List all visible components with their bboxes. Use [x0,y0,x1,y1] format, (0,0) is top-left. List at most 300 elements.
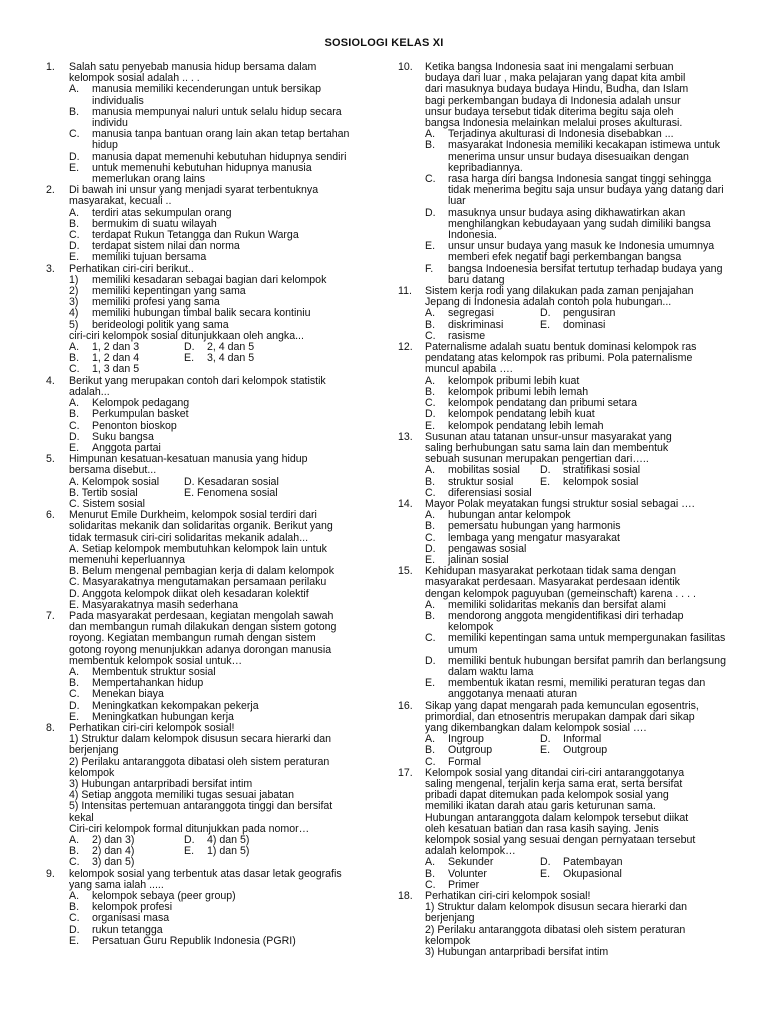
option-text: 1, 2 dan 4 [92,352,140,365]
option-text: Informal [563,733,602,746]
option-letter: D. [425,654,436,667]
option-letter: D. [184,834,195,847]
option-text: 1, 2 dan 3 [92,341,140,354]
option-text: terdapat Rukun Tetangga dan Rukun Warga [92,229,299,242]
option-letter: C. [425,173,436,186]
answer-option [69,107,372,129]
question-text: dan membangun rumah dilakukan dengan sistem gotong [69,621,337,634]
option-text: mendorong anggota mengidentifikasi diri terhadap kelompok [448,609,684,634]
answer-option: D. Kesadaran sosial [184,475,279,488]
question-text: Susunan atau tatanan unsur-unsur masyarakat yang [425,430,672,443]
option-text: kelompok sebaya (peer group) [92,890,236,903]
option-letter: A. [69,397,80,410]
option-letter: B. [425,475,436,488]
answer-option [425,308,540,319]
option-text: kelompok pendatang lebih lemah [448,419,604,432]
option-letter: D. [540,856,551,869]
answer-option [69,409,372,420]
question-text: Paternalisme adalah suatu bentuk dominasi kelompok ras [425,341,697,354]
option-text: manusia memiliki kecenderungan untuk bersikap individualis [92,83,322,107]
option-letter: A. [425,856,436,869]
option-text: pemersatu hubungan yang harmonis [448,520,621,533]
option-text: 1, 3 dan 5 [92,363,140,376]
answer-option [425,745,540,756]
option-letter: 4) [69,307,79,320]
option-letter: C. [425,632,436,645]
question-text: Mayor Polak meyatakan fungsi struktur sosial sebagai …. [425,497,695,510]
question-text: memiliki ikatan darah atau garis keturunan sama. [425,800,656,813]
question-number: 15. [398,565,413,578]
question-number: 3. [46,262,55,275]
option-text: membentuk ikatan resmi, memiliki peraturan tegas dan anggotanya menaati aturan [448,677,706,701]
question-text: sebuah susunan merupakan pengertian dari….. [425,453,649,466]
option-letter: E. [425,553,436,566]
answer-option [540,745,655,756]
option-text: Anggota partai [92,441,161,454]
question-item [42,611,372,723]
question-text: D. Anggota kelompok diikat oleh kesadaran kolektif [69,587,309,600]
question-text: Pada masyarakat perdesaan, kegiatan mengolah sawah [69,609,334,622]
question-text: tidak termasuk ciri-ciri solidaritas mekanik adalah... [69,531,309,544]
answer-option [184,846,299,857]
option-text: organisasi masa [92,912,170,925]
question-item [42,454,372,510]
question-item [42,185,372,263]
option-letter: C. [425,878,436,891]
question-item [42,376,372,454]
option-letter: 2) [69,285,79,298]
option-text: unsur unsur budaya yang masuk ke Indonesia umumnya memberi efek negatif bagi perkembangan bangsa [448,240,715,264]
option-letter: A. [425,733,436,746]
option-letter: B. [425,385,436,398]
option-letter: A. [425,307,436,320]
question-text: royong. Kegiatan membangun rumah dengan sistem [69,632,316,645]
question-item [398,342,730,432]
answer-option [69,857,184,868]
answer-option: A. Kelompok sosial [69,475,160,488]
option-text: Primer [448,878,480,891]
question-text: Berikut yang merupakan contoh dari kelompok statistik [69,374,326,387]
option-letter: C. [425,755,436,768]
option-letter: D. [69,430,80,443]
question-text: Kehidupan masyarakat perkotaan tidak sama dengan [425,565,676,578]
answer-option [69,364,184,375]
option-text: manusia tanpa bantuan orang lain akan tetap bertahan hidup [92,128,350,152]
option-text: Penonton bioskop [92,419,177,432]
option-letter: D. [425,408,436,421]
question-text: Sistem kerja rodi yang dilakukan pada zaman penjajahan [425,285,694,298]
option-text: Ingroup [448,733,484,746]
option-text: Kelompok pedagang [92,397,190,410]
option-text: pengawas sosial [448,542,527,555]
question-item [398,768,730,891]
question-text: 3) Hubungan antarpribadi bersifat intim [69,778,253,790]
option-letter: B. [69,677,80,690]
option-letter: F. [425,262,434,275]
question-text: Salah satu penyebab manusia hidup bersama dalam [69,61,317,73]
answer-option [540,477,655,488]
option-text: terdiri atas sekumpulan orang [92,206,232,219]
question-text: kelompok [425,934,471,947]
option-letter: C. [69,856,80,869]
option-text: bangsa Indoenesia bersifat tertutup terhadap budaya yang baru datang [448,262,723,286]
option-text: manusia mempunyai naluri untuk selalu hidup secara individu [92,105,342,130]
question-text: Ciri-ciri kelompok formal ditunjukkan pada nomor… [69,822,310,835]
option-letter: C. [425,397,436,410]
question-text: pendatang atas kelompok ras pribumi. Pola paternalisme [425,352,693,365]
option-text: Suku bangsa [92,430,154,443]
option-text: masuknya unsur budaya asing dikhawatirkan akan menghilangkan kebudayaan yang sudah dimiliki bangsa Indonesia. [448,206,711,242]
question-text: dengan kelompok paguyuban (gemeinschaft) karena . . . . [425,587,696,600]
question-text: membentuk kelompok sosial untuk… [69,654,243,667]
question-text: Perhatikan ciri-ciri berikut.. [69,262,194,275]
option-text: kelompok pendatang lebih kuat [448,408,595,421]
option-text: kelompok pribumi lebih lemah [448,385,589,398]
answer-option [69,936,372,947]
option-letter: C. [425,531,436,544]
option-letter: E. [69,710,80,723]
option-text: berideologi politik yang sama [92,318,229,331]
question-item [398,499,730,566]
question-item [42,510,372,611]
option-text: diskriminasi [448,318,504,331]
option-letter: D. [184,341,195,354]
question-text: bangsa Indonesia melainkan melalui proses akulturasi. [425,117,683,130]
question-text: Himpunan kesatuan-kesatuan manusia yang hidup [69,453,308,466]
option-letter: C. [69,688,80,701]
answer-option [425,409,730,420]
option-letter: B. [425,867,436,880]
option-letter: B. [69,217,80,230]
option-letter: B. [425,520,436,533]
question-text: yang dikembangkan dalam kelompok sosial …. [425,721,647,734]
option-letter: D. [69,699,80,712]
question-number: 17. [398,766,413,779]
question-text: unsur budaya tersebut tidak diterima begitu saja oleh [425,105,674,118]
question-text: Menurut Emile Durkheim, kelompok sosial terdiri dari [69,509,317,522]
option-text: bermukim di suatu wilayah [92,217,217,230]
answer-option-row [69,857,372,868]
option-letter: E. [184,352,195,365]
option-text: memiliki kepentingan yang sama [92,285,246,298]
option-letter: B. [425,609,436,622]
option-letter: 5) [69,318,79,331]
option-text: memiliki kepentingan sama untuk mempergunakan fasilitas umum [448,632,726,656]
answer-option: E. Fenomena sosial [184,486,278,499]
option-letter: A. [69,665,80,678]
question-number: 18. [398,890,413,903]
question-text: Jepang di Indonesia adalah contoh pola hubungan... [425,296,672,309]
option-letter: D. [69,240,80,253]
option-text: 3) dan 5) [92,856,135,869]
page-title: SOSIOLOGI KELAS XI [324,37,444,49]
answer-option [69,308,372,319]
option-text: kelompok profesi [92,901,173,914]
option-letter: E. [540,475,551,488]
option-letter: D. [540,464,551,477]
option-text: Sekunder [448,856,494,869]
answer-option [69,163,372,185]
question-text: 2) Perilaku antaranggota dibatasi oleh sistem peraturan [425,923,686,936]
question-text: solidaritas mekanik dan solidaritas organik. Berikut yang [69,520,333,533]
question-number: 7. [46,609,55,622]
answer-option [425,208,730,242]
option-letter: E. [425,419,436,432]
option-letter: D. [425,542,436,555]
option-text: pengusiran [563,307,616,320]
option-text: Meningkatkan kekompakan pekerja [92,699,259,712]
option-letter: A. [425,374,436,387]
question-item [42,869,372,947]
answer-option [69,84,372,106]
question-text: saling berhubungan satu sama lain dan membentuk [425,441,669,454]
option-letter: A. [69,83,80,96]
question-text: C. Masyarakatnya mengutamakan persamaan perilaku [69,576,327,589]
answer-option [425,264,730,286]
option-text: jalinan sosial [448,553,509,566]
option-text: Membentuk struktur sosial [92,665,216,678]
option-letter: B. [69,845,80,858]
question-text: 5) Intensitas pertemuan antaranggota tinggi dan bersifat [69,800,333,813]
option-letter: C. [69,128,80,141]
option-text: hubungan antar kelompok [448,509,571,522]
question-item [398,701,730,768]
answer-option [425,678,730,700]
option-text: memiliki profesi yang sama [92,296,220,309]
option-letter: A. [69,341,80,354]
option-text: Formal [448,755,481,768]
option-letter: 1) [69,273,79,286]
option-letter: A. [69,206,80,219]
option-text: memiliki tujuan bersama [92,251,207,264]
question-item [398,432,730,499]
question-text: kelompok [69,766,115,779]
question-text: Perhatikan ciri-ciri kelompok sosial! [425,890,591,903]
question-text: Hubungan antaranggota dalam kelompok tersebut diikat [425,811,689,824]
option-text: dominasi [563,318,606,331]
question-item [398,286,730,342]
answer-option [425,465,540,476]
question-number: 10. [398,61,413,73]
question-number: 14. [398,497,413,510]
option-letter: D. [69,923,80,936]
option-text: Okupasional [563,867,622,880]
answer-option [425,174,730,208]
answer-option [425,633,730,655]
answer-option [425,869,540,880]
option-text: Mempertahankan hidup [92,677,204,690]
option-text: untuk memenuhi kebutuhan hidupnya manusia memerlukan orang lains [92,161,312,186]
left-column [42,62,372,947]
answer-option [69,913,372,924]
option-text: diferensiasi sosial [448,486,532,499]
answer-option: B. Tertib sosial [69,486,138,499]
question-text: B. Belum mengenal pembagian kerja di dalam kelompok [69,565,334,578]
question-item [398,566,730,700]
right-column [398,62,730,958]
option-letter: E. [540,867,551,880]
answer-option [540,465,655,476]
question-number: 5. [46,453,55,466]
option-letter: B. [69,105,80,118]
answer-option-row [69,364,372,375]
option-letter: E. [69,441,80,454]
option-text: 2, 4 dan 5 [207,341,255,354]
answer-option [69,129,372,151]
option-letter: E. [425,677,436,690]
option-letter: C. [69,229,80,242]
question-text: masyarakat perdesaan. Masyarakat perdesaan identik [425,576,680,589]
option-letter: C. [425,329,436,342]
option-letter: B. [69,408,80,421]
option-text: Terjadinya akulturasi di Indonesia disebabkan ... [448,128,674,141]
option-text: lembaga yang mengatur masyarakat [448,531,620,544]
option-text: terdapat sistem nilai dan norma [92,240,240,253]
option-letter: D. [69,150,80,163]
option-text: rasa harga diri bangsa Indonesia sangat tinggi sehingga tidak menerima begitu saja unsur budaya yang datang dari luar [448,173,724,208]
question-text: adalah... [69,385,110,398]
question-number: 9. [46,867,55,880]
question-text: berjenjang [425,912,475,925]
option-text: 3, 4 dan 5 [207,352,255,365]
question-text: bagi perkembangan budaya di Indonesia adalah unsur [425,94,681,107]
option-letter: A. [425,128,436,141]
option-text: memiliki kesadaran sebagai bagian dari kelompok [92,273,327,286]
question-text: budaya dari luar , maka pelajaran yang dapat kita ambil [425,72,686,85]
option-text: Menekan biaya [92,688,164,701]
question-text: ciri-ciri kelompok sosial ditunjukkaan oleh angka... [69,329,304,342]
question-number: 12. [398,341,413,354]
question-text: berjenjang [69,744,119,757]
question-text: Kelompok sosial yang ditandai ciri-ciri antaranggotanya [425,766,685,779]
option-letter: B. [69,901,80,914]
option-text: Outgroup [448,744,493,757]
option-text: struktur sosial [448,475,514,488]
option-text: 4) dan 5) [207,834,250,847]
option-text: Volunter [448,867,487,880]
option-letter: C. [69,912,80,925]
option-letter: A. [69,834,80,847]
question-text: Perhatikan ciri-ciri kelompok sosial! [69,721,235,734]
option-text: 2) dan 4) [92,845,135,858]
option-text: rasisme [448,329,486,342]
option-text: Persatuan Guru Republik Indonesia (PGRI) [92,934,296,947]
question-text: Ketika bangsa Indonesia saat ini mengalami serbuan [425,61,674,73]
option-text: kelompok sosial [563,475,639,488]
question-item [398,62,730,286]
question-text: kekal [69,811,94,824]
answer-option [425,241,730,263]
question-text: primordial, dan etnosentris merupakan dampak dari sikap [425,710,695,723]
option-letter: A. [425,464,436,477]
option-letter: E. [425,240,436,253]
option-text: Patembayan [563,856,623,869]
option-letter: C. [69,419,80,432]
question-text: 3) Hubungan antarpribadi bersifat intim [425,946,609,959]
question-item [42,62,372,185]
option-text: segregasi [448,307,494,320]
question-number: 4. [46,374,55,387]
question-number: 8. [46,721,55,734]
question-text: masyarakat, kecuali .. [69,195,172,208]
question-text: pribadi dapat ditemukan pada kelompok sosial yang [425,789,669,802]
option-text: memiliki solidaritas mekanis dan bersifat alami [448,598,666,611]
option-letter: E. [69,934,80,947]
option-letter: B. [69,352,80,365]
question-item [42,723,372,869]
question-number: 1. [46,61,55,73]
option-text: Meningkatkan hubungan kerja [92,710,234,723]
question-text: 4) Setiap anggota memiliki tugas sesuai jabatan [69,789,294,802]
option-text: rukun tetangga [92,923,163,936]
question-text: kelompok sosial yang sesuai dengan pernyataan tersebut [425,834,696,847]
option-text: memiliki hubungan timbal balik secara kontiniu [92,307,311,320]
option-letter: 3) [69,296,79,309]
question-number: 2. [46,184,55,197]
option-letter: A. [425,598,436,611]
question-text: memenuhi keperluannya [69,553,186,566]
question-text: Sikap yang dapat mengarah pada kemunculan egosentris, [425,699,699,712]
option-text: 2) dan 3) [92,834,135,847]
answer-option [540,869,655,880]
option-text: memiliki bentuk hubungan bersifat pamrih dan berlangsung dalam waktu lama [448,654,726,678]
option-text: kelompok pribumi lebih kuat [448,374,580,387]
option-letter: D. [425,206,436,219]
question-number: 6. [46,509,55,522]
question-number: 13. [398,430,413,443]
option-letter: C. [425,486,436,499]
question-item [398,891,730,958]
answer-option-row [425,465,730,476]
question-text: oleh kesatuan batian dan rasa kasih saying. Jenis [425,822,659,835]
option-letter: D. [540,307,551,320]
option-letter: B. [425,744,436,757]
question-text: A. Setiap kelompok membutuhkan kelompok lain untuk [69,542,327,555]
answer-option [425,140,730,174]
answer-option [540,308,655,319]
option-text: 1) dan 5) [207,845,250,858]
question-text: 1) Struktur dalam kelompok disusun secara hierarki dan [425,901,688,914]
answer-option [425,656,730,678]
option-text: masyarakat Indonesia memiliki kecakapan istimewa untuk menerima unsur unsur budaya disesuaikan dengan kepribadiannya. [448,139,721,174]
question-text: adalah kelompok… [425,845,516,858]
answer-option [425,857,540,868]
question-text: bersama disebut... [69,464,157,477]
option-text: Outgroup [563,744,608,757]
option-text: manusia dapat memenuhi kebutuhan hidupnya sendiri [92,150,347,163]
answer-option [184,353,299,364]
option-text: mobilitas sosial [448,464,520,477]
answer-option [540,320,655,331]
option-letter: E. [540,744,551,757]
answer-option [540,857,655,868]
question-text: kelompok sosial yang terbentuk atas dasar letak geografis [69,867,342,880]
question-text: saling mengenal, terjalin kerja sama erat, serta bersifat [425,778,683,790]
answer-option [69,252,372,263]
question-text: 1) Struktur dalam kelompok disusun secara hierarki dan [69,733,332,746]
question-number: 11. [398,285,412,298]
question-text: muncul apabila …. [425,363,513,376]
answer-option [69,689,372,700]
answer-option-row [425,745,730,756]
question-text: dari masuknya budaya budaya Hindu, Budha, dan Islam [425,83,689,96]
option-text: stratifikasi sosial [563,464,641,477]
option-letter: E. [540,318,551,331]
option-letter: C. [69,363,80,376]
option-text: Perkumpulan basket [92,408,189,421]
question-text: kelompok sosial adalah .. . . [69,72,200,85]
option-text: kelompok pendatang dan pribumi setara [448,397,638,410]
